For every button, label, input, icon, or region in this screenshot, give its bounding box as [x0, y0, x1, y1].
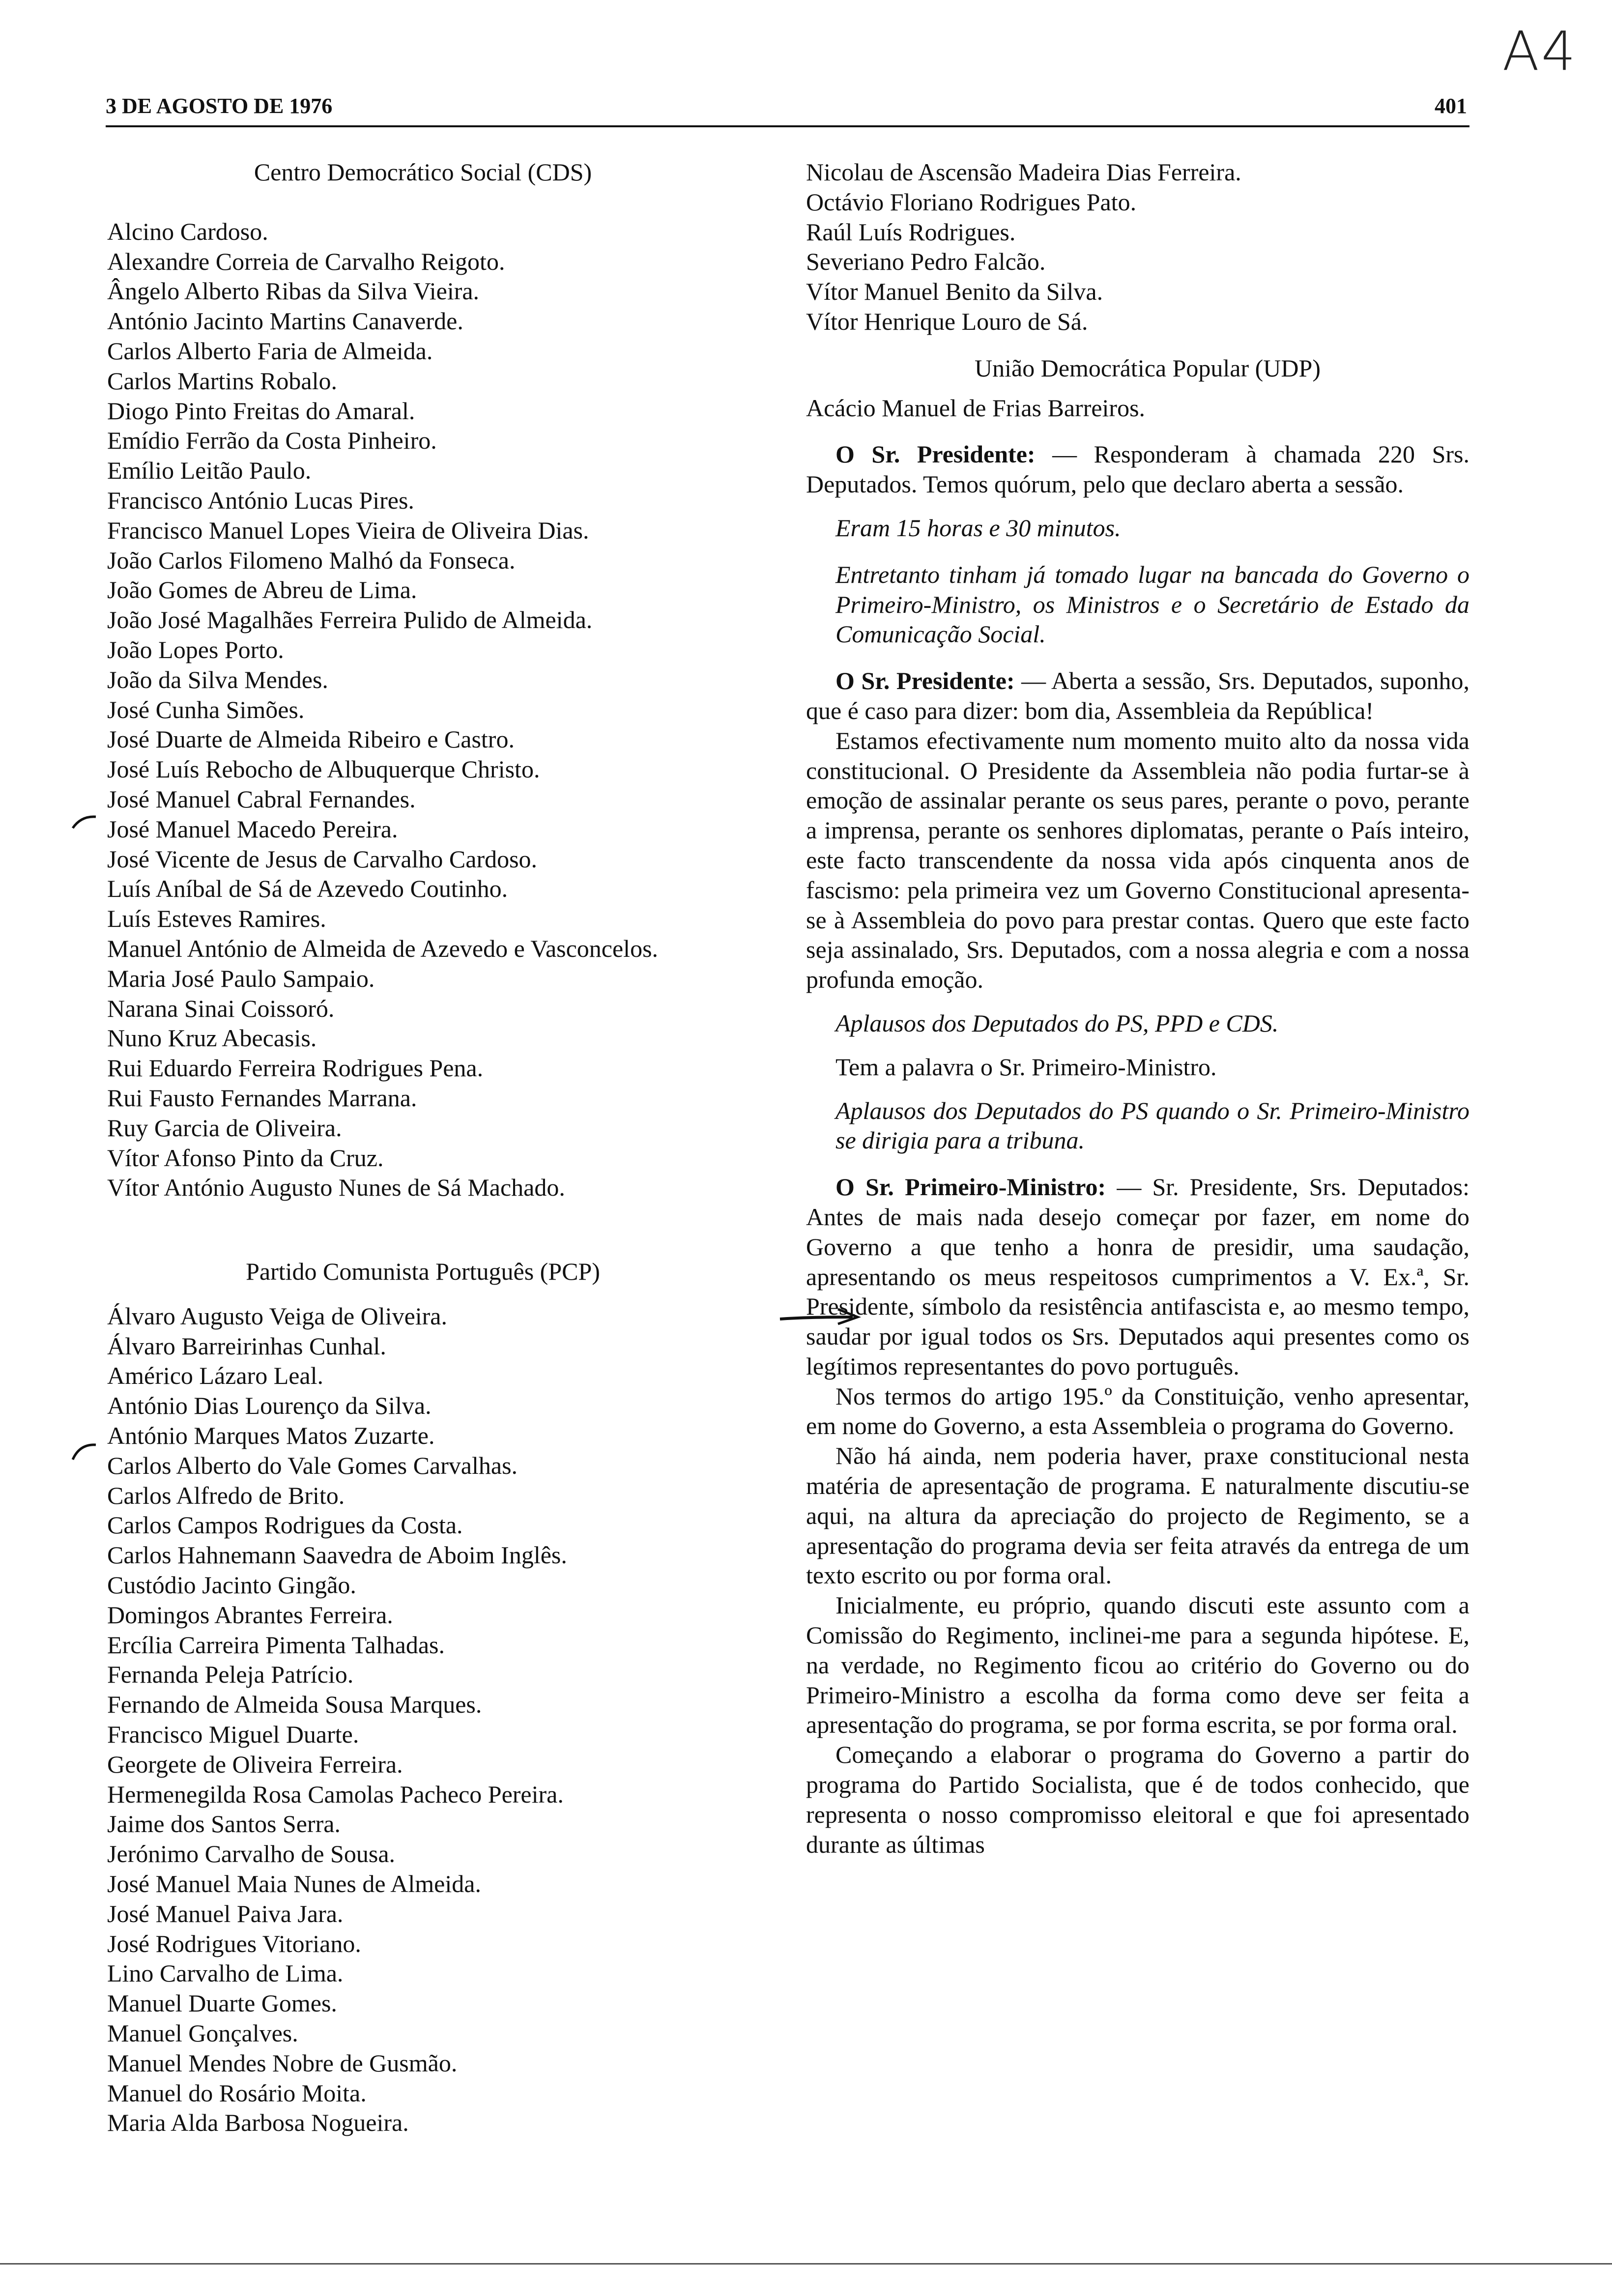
speaker-president: O Sr. Presidente: — [835, 440, 1036, 468]
cds-member-name: José Manuel Cabral Fernandes. — [107, 785, 416, 813]
cds-member-name: José Manuel Macedo Pereira. — [107, 815, 398, 843]
pcp-member-name: Jaime dos Santos Serra. — [107, 1810, 341, 1838]
president-paragraph-3: Estamos efectivamente num momento muito alto da nossa vida constitucional. O Presidente da Assembleia não podia furtar-se à emoção de assinalar perante os seus pares, perante o povo, perante a imprensa, perante os senhores diplomatas, perante o País inteiro, este facto transcendente da nossa vida após cinquenta anos de fascismo: pela primeira vez um Governo Constitucional apresenta-se à Assembleia do povo para prestar contas. Quero que este facto seja assinalado, Srs. Deputados, com a nossa alegria e com a nossa profunda emoção. — [806, 726, 1469, 994]
prime-minister-paragraph-4: Inicialmente, eu próprio, quando discuti este assunto com a Comissão do Regimento, inclinei-me para a segunda hipótese. E, na verdade, no Regimento ficou ao critério do Governo ou do Primeiro-Ministro a escolha da forma como deve ser feita a apresentação do programa, se por forma escrita, se por forma oral. — [806, 1591, 1469, 1739]
applause-note-1: Aplausos dos Deputados do PS, PPD e CDS. — [835, 1009, 1279, 1037]
pcp-member-list-continued — [806, 157, 1469, 337]
cds-member-name: Alexandre Correia de Carvalho Reigoto. — [107, 247, 505, 275]
cds-member-name: Vítor Afonso Pinto da Cruz. — [107, 1144, 384, 1172]
pcp-member-name: Vítor Henrique Louro de Sá. — [806, 307, 1088, 335]
president-paragraph-4: Tem a palavra o Sr. Primeiro-Ministro. — [835, 1053, 1217, 1081]
speaker-president: O Sr. Presidente: — [835, 667, 1015, 695]
header-date: 3 DE AGOSTO DE 1976 — [106, 94, 333, 118]
pcp-member-name: Carlos Alberto do Vale Gomes Carvalhas. — [107, 1451, 518, 1479]
pcp-member-name: Fernando de Almeida Sousa Marques. — [107, 1691, 482, 1719]
cds-member-name: João Gomes de Abreu de Lima. — [107, 576, 417, 604]
pcp-member-name: Álvaro Augusto Veiga de Oliveira. — [107, 1302, 447, 1330]
cds-member-name: Luís Aníbal de Sá de Azevedo Coutinho. — [107, 875, 508, 903]
cds-member-name: Narana Sinai Coissoró. — [107, 994, 335, 1022]
prime-minister-paragraph-2: Nos termos do artigo 195.º da Constituição, venho apresentar, em nome do Governo, a esta Assembleia o programa do Governo. — [806, 1382, 1469, 1440]
udp-member-name: Acácio Manuel de Frias Barreiros. — [806, 394, 1146, 422]
pcp-member-name: Álvaro Barreirinhas Cunhal. — [107, 1332, 386, 1360]
left-column — [107, 157, 719, 2138]
cds-member-name: Diogo Pinto Freitas do Amaral. — [107, 397, 415, 425]
cds-member-name: Emídio Ferrão da Costa Pinheiro. — [107, 427, 437, 455]
udp-heading: União Democrática Popular (UDP) — [975, 354, 1321, 382]
applause-note-2: Aplausos dos Deputados do PS quando o Sr. Primeiro-Ministro se dirigia para a tribuna. — [835, 1096, 1469, 1154]
pcp-member-name: Manuel do Rosário Moita. — [107, 2079, 367, 2107]
pcp-member-name: Octávio Floriano Rodrigues Pato. — [806, 188, 1137, 216]
margin-pen-mark — [69, 1440, 98, 1469]
president-paragraph-2: O Sr. Presidente: — Aberta a sessão, Srs. Deputados, suponho, que é caso para dizer: bom dia, Assembleia da República! — [806, 667, 1469, 724]
pcp-member-name: António Marques Matos Zuzarte. — [107, 1422, 435, 1450]
cds-member-name: Carlos Alberto Faria de Almeida. — [107, 337, 433, 365]
pcp-member-name: José Manuel Maia Nunes de Almeida. — [107, 1870, 481, 1898]
cds-member-name: Ângelo Alberto Ribas da Silva Vieira. — [107, 277, 480, 305]
cds-member-name: José Cunha Simões. — [107, 695, 305, 723]
cds-member-name: João Carlos Filomeno Malhó da Fonseca. — [107, 546, 516, 574]
cds-member-name: Alcino Cardoso. — [107, 217, 268, 245]
pcp-member-name: Nicolau de Ascensão Madeira Dias Ferreira. — [806, 158, 1241, 186]
cds-member-name: Francisco Manuel Lopes Vieira de Oliveira Dias. — [107, 516, 589, 544]
pcp-member-name: Carlos Hahnemann Saavedra de Aboim Inglês. — [107, 1541, 567, 1569]
pcp-member-name: José Rodrigues Vitoriano. — [107, 1929, 361, 1957]
cds-member-name: Nuno Kruz Abecasis. — [107, 1024, 317, 1052]
pcp-member-name: Raúl Luís Rodrigues. — [806, 218, 1016, 246]
speaker-prime-minister: O Sr. Primeiro-Ministro: — [835, 1173, 1106, 1201]
pcp-member-name: Ercília Carreira Pimenta Talhadas. — [107, 1631, 445, 1659]
margin-pen-mark — [69, 811, 98, 840]
pcp-member-name: Fernanda Peleja Patrício. — [107, 1661, 354, 1689]
pcp-member-name: Lino Carvalho de Lima. — [107, 1959, 344, 1987]
pcp-member-name: Custódio Jacinto Gingão. — [107, 1571, 356, 1599]
pcp-member-name: Hermenegilda Rosa Camolas Pacheco Pereira. — [107, 1780, 564, 1808]
cds-member-name: José Luís Rebocho de Albuquerque Christo. — [107, 755, 540, 783]
page-number: 401 — [1435, 94, 1467, 118]
pcp-member-name: Jerónimo Carvalho de Sousa. — [107, 1840, 396, 1868]
pcp-member-name: José Manuel Paiva Jara. — [107, 1899, 344, 1927]
pcp-member-name: Manuel Mendes Nobre de Gusmão. — [107, 2049, 458, 2077]
pcp-member-list — [107, 1301, 719, 2138]
pcp-member-name: Carlos Alfredo de Brito. — [107, 1481, 345, 1509]
cds-member-name: Rui Eduardo Ferreira Rodrigues Pena. — [107, 1054, 484, 1082]
president-paragraph-1: O Sr. Presidente: — Responderam à chamada 220 Srs. Deputados. Temos quórum, pelo que declaro aberta a sessão. — [806, 440, 1469, 498]
cds-member-name: Rui Fausto Fernandes Marrana. — [107, 1084, 417, 1112]
cds-member-name: João da Silva Mendes. — [107, 665, 328, 693]
prime-minister-paragraph-3: Não há ainda, nem poderia haver, praxe constitucional nesta matéria de apresentação de programa. E naturalmente discutiu-se aqui, na altura da apreciação do projecto de Regimento, se a apresentação do programa devia ser feita através da entrega de um texto escrito ou por forma oral. — [806, 1442, 1469, 1589]
pcp-heading: Partido Comunista Português (PCP) — [246, 1258, 600, 1286]
pcp-member-name: António Dias Lourenço da Silva. — [107, 1392, 432, 1420]
pcp-member-name: Domingos Abrantes Ferreira. — [107, 1601, 393, 1629]
udp-member-list — [806, 393, 1469, 423]
cds-heading: Centro Democrático Social (CDS) — [254, 158, 592, 186]
cds-member-name: Luís Esteves Ramires. — [107, 905, 326, 933]
cds-member-list — [107, 217, 719, 1203]
pcp-member-name: Georgete de Oliveira Ferreira. — [107, 1750, 403, 1778]
page-bottom-rule — [0, 2263, 1612, 2265]
pen-arrow-icon — [779, 1302, 882, 1327]
pcp-member-name: Manuel Duarte Gomes. — [107, 1989, 337, 2017]
entrance-note: Entretanto tinham já tomado lugar na bancada do Governo o Primeiro-Ministro, os Ministros e o Secretário de Estado da Comunicação Social. — [835, 560, 1469, 648]
prime-minister-paragraph-1: O Sr. Primeiro-Ministro: — Sr. Presidente, Srs. Deputados: Antes de mais nada desejo começar por fazer, em nome do Governo a que tenho a honra de presidir, uma saudação, apresentando os meus respeitosos cumprimentos a V. Ex.ª, Sr. Presidente, símbolo da resistência antifascista e, ao mesmo tempo, saudar por igual todos os Srs. Deputados aqui presentes como os legítimos representantes do povo português. — [806, 1173, 1469, 1380]
cds-member-name: Maria José Paulo Sampaio. — [107, 964, 375, 992]
cds-member-name: João José Magalhães Ferreira Pulido de Almeida. — [107, 606, 593, 634]
cds-member-name: Ruy Garcia de Oliveira. — [107, 1114, 342, 1142]
pcp-member-name: Vítor Manuel Benito da Silva. — [806, 278, 1103, 306]
pcp-member-name: Américo Lázaro Leal. — [107, 1362, 324, 1390]
pcp-member-name: Manuel Gonçalves. — [107, 2019, 298, 2047]
cds-member-name: José Vicente de Jesus de Carvalho Cardoso. — [107, 845, 538, 873]
time-note: Eram 15 horas e 30 minutos. — [835, 514, 1121, 542]
cds-member-name: João Lopes Porto. — [107, 635, 284, 663]
right-column — [806, 157, 1469, 1859]
cds-member-name: Francisco António Lucas Pires. — [107, 486, 414, 514]
prime-minister-paragraph-5: Começando a elaborar o programa do Governo a partir do programa do Partido Socialista, que é de todos conhecido, que representa o nosso compromisso eleitoral e que foi apresentado durante as últimas — [806, 1741, 1469, 1858]
pcp-member-name: Francisco Miguel Duarte. — [107, 1721, 359, 1749]
cds-member-name: António Jacinto Martins Canaverde. — [107, 307, 463, 335]
cds-member-name: Emílio Leitão Paulo. — [107, 457, 312, 485]
page-header — [106, 93, 1467, 118]
cds-member-name: Manuel António de Almeida de Azevedo e Vasconcelos. — [107, 934, 659, 962]
header-rule — [106, 125, 1469, 127]
cds-member-name: José Duarte de Almeida Ribeiro e Castro. — [107, 725, 515, 753]
pcp-member-name: Carlos Campos Rodrigues da Costa. — [107, 1511, 463, 1539]
handwritten-annotation: A4 — [1502, 20, 1578, 83]
cds-member-name: Carlos Martins Robalo. — [107, 367, 338, 395]
cds-member-name: Vítor António Augusto Nunes de Sá Machado. — [107, 1174, 565, 1202]
pcp-member-name: Maria Alda Barbosa Nogueira. — [107, 2109, 409, 2137]
pcp-member-name: Severiano Pedro Falcão. — [806, 248, 1046, 276]
